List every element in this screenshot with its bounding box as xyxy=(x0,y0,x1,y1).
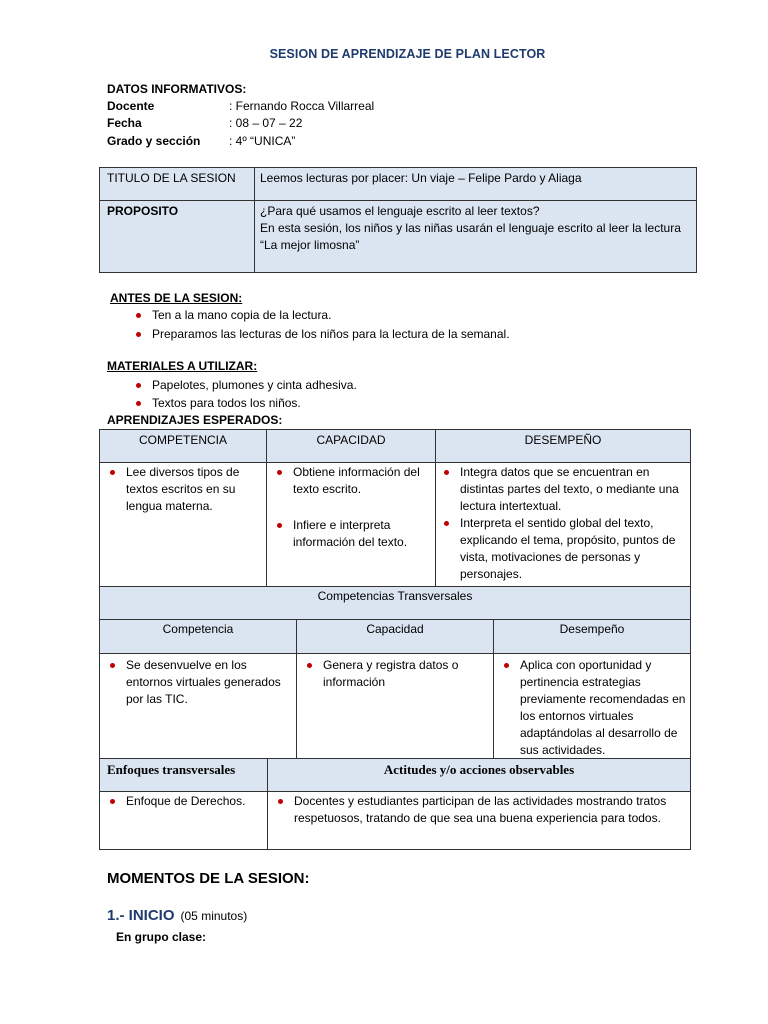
docente-label: Docente xyxy=(107,99,155,113)
header-capacidad xyxy=(267,430,436,463)
trans-header-desempeno xyxy=(494,620,691,654)
grupo-clase-label: En grupo clase: xyxy=(116,930,207,944)
trans-desempeno-cell xyxy=(494,654,691,760)
transversales-title: Competencias Transversales xyxy=(317,589,473,603)
list-item: Enfoque de Derechos. xyxy=(104,793,263,810)
antes-heading: ANTES DE LA SESION: xyxy=(110,291,243,305)
enfoques-header xyxy=(100,759,268,792)
list-item: Aplica con oportunidad y pertinencia estrategias previamente recomendadas en los entornos virtuales adaptándolas al desarrollo de sus actividades. xyxy=(498,657,686,759)
desempeno-cell xyxy=(436,463,691,587)
enfoques-header-label: Enfoques transversales xyxy=(107,762,236,777)
proposito-value-cell xyxy=(255,201,697,273)
list-item: Papelotes, plumones y cinta adhesiva. xyxy=(130,377,690,394)
proposito-label-cell xyxy=(100,201,255,273)
trans-capacidad-cell xyxy=(297,654,494,760)
actitudes-header-label: Actitudes y/o acciones observables xyxy=(383,762,575,777)
docente-value: : Fernando Rocca Villarreal xyxy=(229,99,375,113)
header-desempeno xyxy=(436,430,691,463)
transversales-table xyxy=(99,619,691,760)
list-item: Docentes y estudiantes participan de las actividades mostrando tratos respetuosos, tratando de que sea una buena experiencia para todos. xyxy=(272,793,686,827)
list-item: Interpreta el sentido global del texto, explicando el tema, propósito, puntos de vista, motivaciones de personas y personajes. xyxy=(438,515,686,583)
trans-header-competencia xyxy=(100,620,297,654)
materiales-heading: MATERIALES A UTILIZAR: xyxy=(107,359,258,373)
session-info-table xyxy=(99,167,697,273)
header-desempeno-label: DESEMPEÑO xyxy=(524,433,602,447)
trans-header-capacidad-label: Capacidad xyxy=(366,622,424,636)
proposito-label: PROPOSITO xyxy=(107,204,179,218)
inicio-time: (05 minutos) xyxy=(180,909,248,923)
trans-header-capacidad xyxy=(297,620,494,654)
titulo-label-cell xyxy=(100,168,255,201)
enfoque-list xyxy=(104,793,263,810)
titulo-label: TITULO DE LA SESION xyxy=(107,171,236,185)
list-item: Genera y registra datos o información xyxy=(301,657,489,691)
document-title: SESION DE APRENDIZAJE DE PLAN LECTOR xyxy=(269,47,546,61)
momentos-heading: MOMENTOS DE LA SESION: xyxy=(107,870,310,887)
list-item: Ten a la mano copia de la lectura. xyxy=(130,307,690,324)
capacidad-list xyxy=(271,464,431,551)
inicio-heading xyxy=(107,907,247,924)
materiales-list xyxy=(130,377,690,412)
list-item: Preparamos las lecturas de los niños para la lectura de la semanal. xyxy=(130,326,690,343)
trans-header-desempeno-label: Desempeño xyxy=(559,622,625,636)
aprendizajes-heading: APRENDIZAJES ESPERADOS: xyxy=(107,413,283,427)
list-item: Integra datos que se encuentran en distintas partes del texto, o mediante una lectura intertextual. xyxy=(438,464,686,515)
list-item: Lee diversos tipos de textos escritos en su lengua materna. xyxy=(104,464,262,515)
trans-desempeno-list xyxy=(498,657,686,759)
actitud-cell xyxy=(268,792,691,850)
proposito-description: En esta sesión, los niños y las niñas usarán el lenguaje escrito al leer la lectura “La mejor limosna” xyxy=(260,221,681,252)
actitudes-header xyxy=(268,759,691,792)
grado-label: Grado y sección xyxy=(107,134,201,148)
titulo-value-cell xyxy=(255,168,697,201)
desempeno-list xyxy=(438,464,686,583)
inicio-label: 1.- INICIO xyxy=(107,907,175,924)
grado-value: : 4º “UNICA” xyxy=(229,134,296,148)
header-competencia-label: COMPETENCIA xyxy=(138,433,227,447)
list-item: Obtiene información del texto escrito. xyxy=(271,464,431,498)
titulo-value: Leemos lecturas por placer: Un viaje – Felipe Pardo y Aliaga xyxy=(260,171,582,185)
capacidad-cell xyxy=(267,463,436,587)
datos-heading: DATOS INFORMATIVOS: xyxy=(107,82,247,96)
competencia-list xyxy=(104,464,262,515)
header-capacidad-label: CAPACIDAD xyxy=(316,433,386,447)
list-item: Textos para todos los niños. xyxy=(130,395,690,412)
antes-list xyxy=(130,307,690,343)
trans-header-competencia-label: Competencia xyxy=(162,622,234,636)
trans-competencia-list xyxy=(104,657,292,708)
enfoque-cell xyxy=(100,792,268,850)
list-item: Infiere e interpreta información del texto. xyxy=(271,517,431,551)
fecha-label: Fecha xyxy=(107,116,142,130)
proposito-question: ¿Para qué usamos el lenguaje escrito al leer textos? xyxy=(260,204,540,218)
enfoques-table xyxy=(99,758,691,850)
competencia-cell xyxy=(100,463,267,587)
aprendizajes-table xyxy=(99,429,691,620)
actitud-list xyxy=(272,793,686,827)
trans-capacidad-list xyxy=(301,657,489,691)
trans-competencia-cell xyxy=(100,654,297,760)
transversales-title-cell xyxy=(100,587,691,620)
list-item: Se desenvuelve en los entornos virtuales generados por las TIC. xyxy=(104,657,292,708)
header-competencia xyxy=(100,430,267,463)
fecha-value: : 08 – 07 – 22 xyxy=(229,116,303,130)
